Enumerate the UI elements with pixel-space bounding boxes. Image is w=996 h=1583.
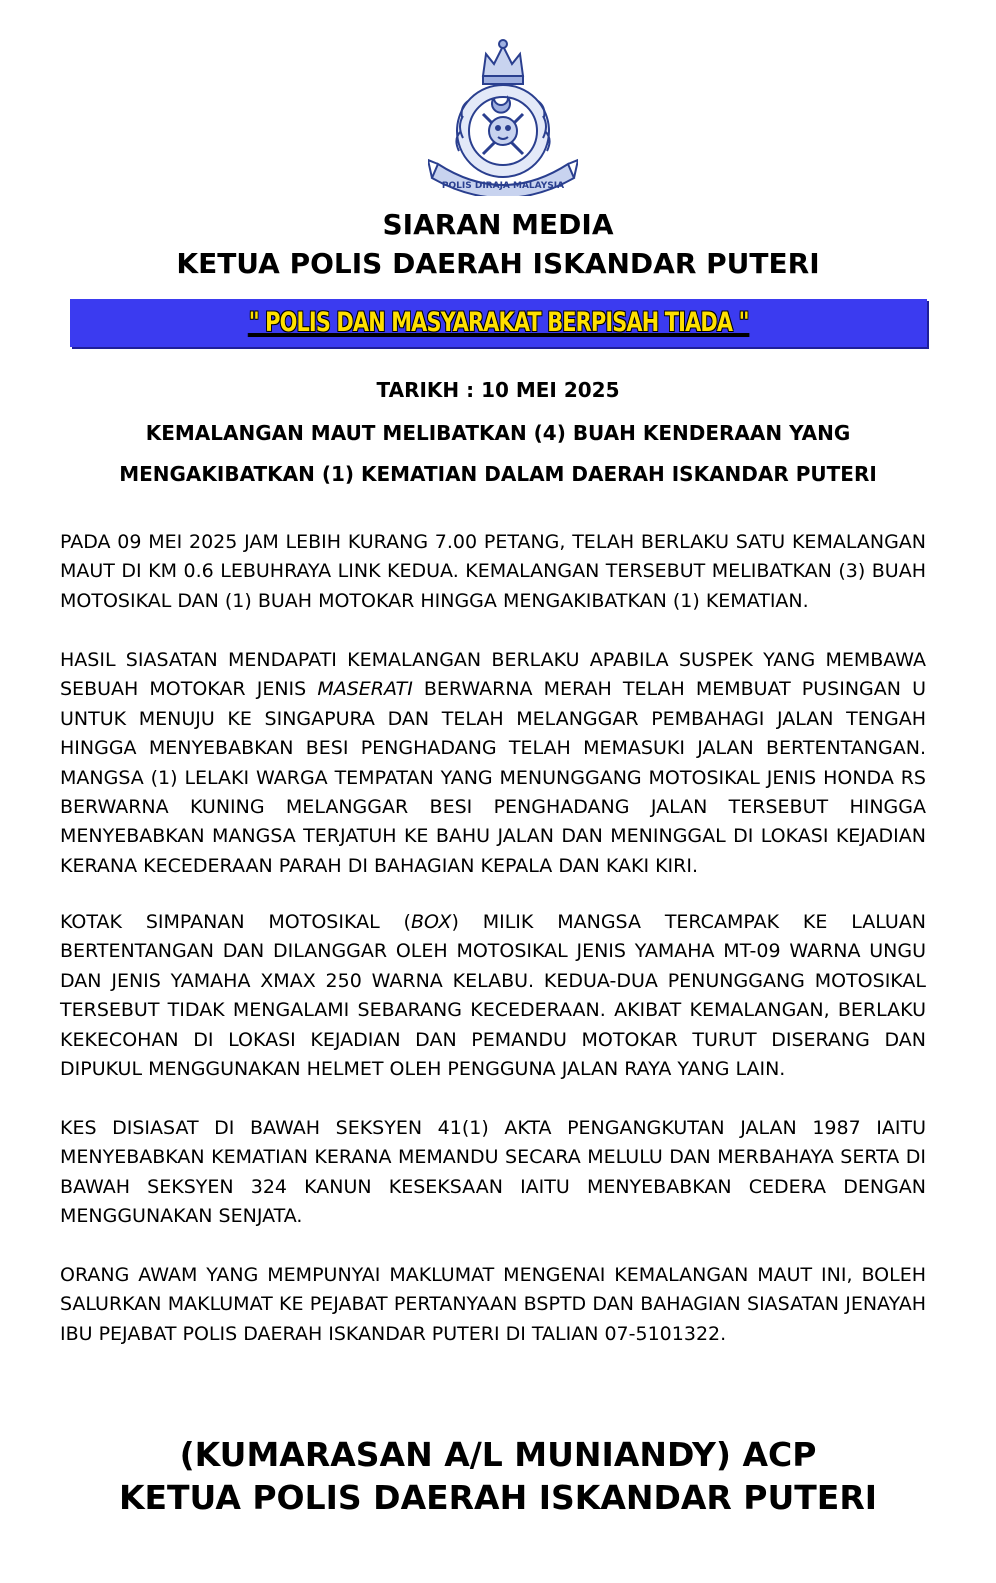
signatory-name: (KUMARASAN A/L MUNIANDY) ACP bbox=[179, 1435, 817, 1474]
paragraph-2-part-a: HASIL SIASATAN MENDAPATI KEMALANGAN BERLAKU APABILA SUSPEK YANG MEMBAWA SEBUAH MOTOKAR JENIS bbox=[60, 649, 926, 701]
date-line: TARIKH : 10 MEI 2025 bbox=[376, 378, 620, 402]
paragraph-2-emphasis: MASERATI bbox=[317, 678, 413, 701]
paragraph-3-emphasis: BOX bbox=[410, 911, 452, 933]
paragraph-5: ORANG AWAM YANG MEMPUNYAI MAKLUMAT MENGENAI KEMALANGAN MAUT INI, BOLEH SALURKAN MAKLUMAT KE PEJABAT PERTANYAAN BSPTD DAN BAHAGIAN SIASATAN JENAYAH IBU PEJABAT POLIS DAERAH ISKANDAR PUTERI DI TALIAN 07-5101322. bbox=[60, 1264, 926, 1345]
paragraph-1: PADA 09 MEI 2025 JAM LEBIH KURANG 7.00 PETANG, TELAH BERLAKU SATU KEMALANGAN MAUT DI KM 0.6 LEBUHRAYA LINK KEDUA. KEMALANGAN TERSEBUT MELIBATKAN (3) BUAH MOTOSIKAL DAN (1) BUAH MOTOKAR HINGGA MENGAKIBATKAN (1) KEMATIAN. bbox=[60, 531, 926, 612]
signatory-position: KETUA POLIS DAERAH ISKANDAR PUTERI bbox=[118, 1478, 878, 1517]
document-subtitle: KETUA POLIS DAERAH ISKANDAR PUTERI bbox=[176, 247, 820, 280]
paragraph-3-part-b: ) MILIK MANGSA TERCAMPAK KE LALUAN BERTENTANGAN DAN DILANGGAR OLEH MOTOSIKAL JENIS YAMAHA MT-09 WARNA UNGU DAN JENIS YAMAHA XMAX 250 WARNA KELABU. KEDUA-DUA PENUNGGANG MOTOSIKAL TERSEBUT TIDAK MENGALAMI SEBARANG KECEDERAAN. AKIBAT KEMALANGAN, BERLAKU KEKECOHAN DI LOKASI KEJADIAN DAN PEMANDU MOTOKAR TURUT DISERANG DAN DIPUKUL MENGGUNAKAN HELMET OLEH PENGGUNA JALAN RAYA YANG LAIN. bbox=[60, 911, 926, 1081]
paragraph-2-part-b: BERWARNA MERAH TELAH MEMBUAT PUSINGAN U UNTUK MENUJU KE SINGAPURA DAN TELAH MELANGGAR PEMBAHAGI JALAN TENGAH HINGGA MENYEBABKAN BESI PENGHADANG TELAH MEMASUKI JALAN BERTENTANGAN. MANGSA (1) LELAKI WARGA TEMPATAN YANG MENUNGGANG MOTOSIKAL JENIS HONDA RS BERWARNA KUNING MELANGGAR BESI PENGHADANG JALAN TERSEBUT HINGGA MENYEBABKAN MANGSA TERJATUH KE BAHU JALAN DAN MENINGGAL DI LOKASI KEJADIAN KERANA KECEDERAAN PARAH DI BAHAGIAN KEPALA DAN KAKI KIRI. bbox=[60, 678, 926, 877]
headline-line-1: KEMALANGAN MAUT MELIBATKAN (4) BUAH KENDERAAN YANG bbox=[145, 421, 851, 445]
paragraph-2 bbox=[60, 646, 926, 881]
paragraph-4: KES DISIASAT DI BAWAH SEKSYEN 41(1) AKTA PENGANGKUTAN JALAN 1987 IAITU MENYEBABKAN KEMATIAN KERANA MEMANDU SECARA MELULU DAN MERBAHAYA SERTA DI BAWAH SEKSYEN 324 KANUN KESEKSAAN IAITU MENYEBABKAN CEDERA DENGAN MENGGUNAKAN SENJATA. bbox=[60, 1117, 926, 1228]
slogan-banner bbox=[70, 299, 927, 347]
polis-diraja-malaysia-crest-icon bbox=[428, 36, 578, 196]
crest-motto: POLIS DIRAJA MALAYSIA bbox=[441, 181, 565, 191]
document-title: SIARAN MEDIA bbox=[382, 208, 614, 241]
headline-line-2: MENGAKIBATKAN (1) KEMATIAN DALAM DAERAH ISKANDAR PUTERI bbox=[119, 462, 877, 486]
paragraph-3 bbox=[60, 908, 926, 1084]
slogan-text: " POLIS DAN MASYARAKAT BERPISAH TIADA " bbox=[248, 307, 749, 338]
paragraph-3-part-a: KOTAK SIMPANAN MOTOSIKAL ( bbox=[60, 911, 411, 933]
